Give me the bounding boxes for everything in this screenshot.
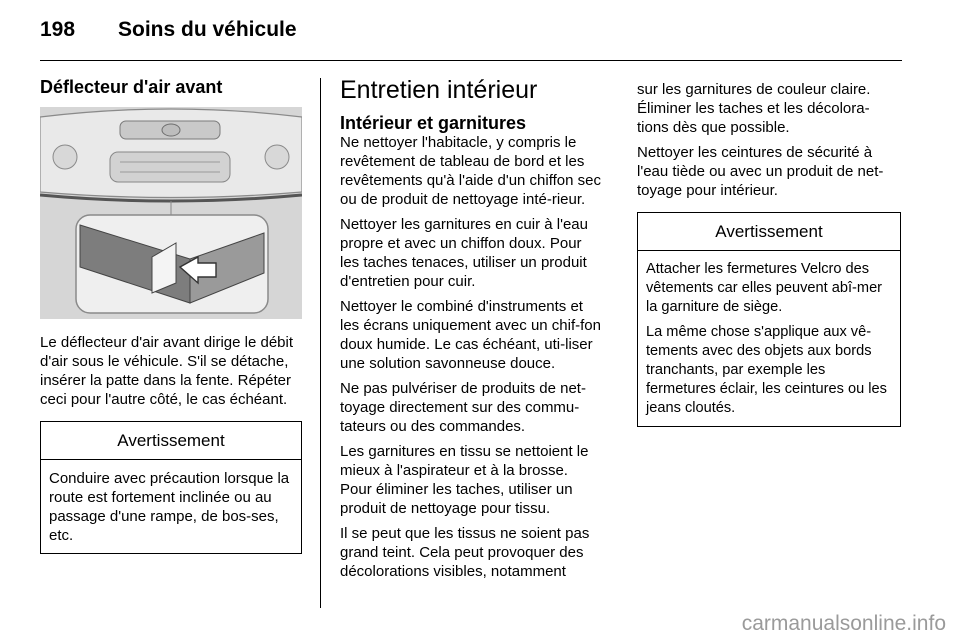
body-paragraph: Ne nettoyer l'habitacle, y compris le revêtement de tableau de bord et les revêtements qu'à l'aide d'un chiffon sec ou de produit de nettoyage inté-rieur.: [340, 134, 601, 208]
warning-paragraph: Attacher les fermetures Velcro des vêtements car elles peuvent abî-mer la garniture de siège.: [646, 261, 883, 315]
right-column: [637, 80, 901, 427]
header-rule: [40, 60, 902, 61]
deflector-paragraph: Le déflecteur d'air avant dirige le débit d'air sous le véhicule. S'il se détache, insérer la patte dans la fente. Répéter ceci pour l'autre côté, le cas échéant.: [40, 334, 294, 408]
body-paragraph: Les garnitures en tissu se nettoient le mieux à l'aspirateur et à la brosse. Pour éliminer les taches, utiliser un produit de nettoyage pour tissu.: [340, 443, 589, 517]
air-deflector-figure: [40, 107, 302, 319]
body-paragraph: Nettoyer le combiné d'instruments et les écrans uniquement avec un chif-fon doux humide. Le cas échéant, uti-liser une solution savonneuse douce.: [340, 298, 601, 372]
section-heading: Déflecteur d'air avant: [40, 77, 223, 97]
body-paragraph: Il se peut que les tissus ne soient pas grand teint. Cela peut provoquer des décolorations visibles, notamment: [340, 525, 590, 580]
watermark: carmanualsonline.info: [741, 612, 946, 635]
warning-text: Conduire avec précaution lorsque la route est fortement inclinée ou au passage d'une rampe, de bos-ses, etc.: [49, 470, 290, 544]
left-column: [40, 78, 302, 554]
middle-column: [340, 76, 603, 587]
body-paragraph: Nettoyer les ceintures de sécurité à l'eau tiède ou avec un produit de net-toyage pour intérieur.: [637, 144, 884, 199]
page-number: 198: [40, 18, 76, 41]
body-paragraph: sur les garnitures de couleur claire. Éliminer les taches et les décolora-tions dès que possible.: [637, 81, 871, 136]
body-paragraph: Nettoyer les garnitures en cuir à l'eau propre et avec un chiffon doux. Pour les taches tenaces, utiliser un produit d'entretien pour cuir.: [340, 216, 588, 290]
column-divider: [320, 78, 321, 608]
page-header: [40, 18, 900, 48]
chapter-heading: Entretien intérieur: [340, 76, 538, 104]
subsection-heading: Intérieur et garnitures: [340, 113, 527, 133]
warning-body: [41, 460, 301, 553]
warning-box: [637, 212, 901, 427]
body-paragraph: Ne pas pulvériser de produits de net-toyage directement sur des commu-tateurs ou des commandes.: [340, 380, 586, 435]
warning-paragraph: La même chose s'applique aux vê-tements avec des objets aux bords tranchants, par exemple les fermetures éclair, les ceintures ou les jeans cloutés.: [646, 324, 887, 416]
car-front-illustration: [40, 107, 302, 319]
warning-box: [40, 421, 302, 554]
page-title: Soins du véhicule: [118, 18, 297, 41]
warning-body: [638, 251, 900, 426]
warning-title: Avertissement: [638, 213, 900, 251]
warning-title: Avertissement: [41, 422, 301, 460]
